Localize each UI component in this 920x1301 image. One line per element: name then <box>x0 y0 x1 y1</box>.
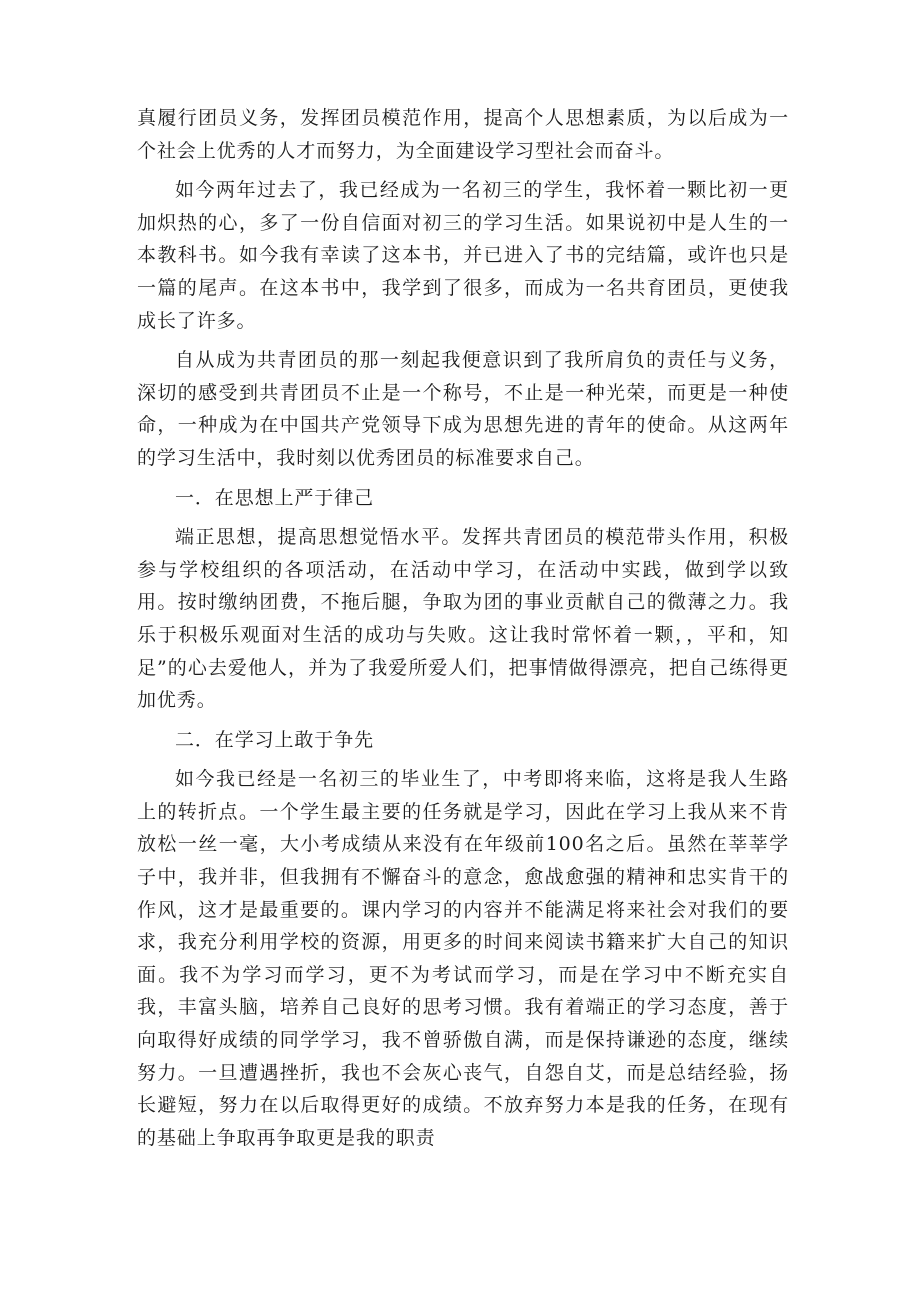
paragraph-study: 如今我已经是一名初三的毕业生了，中考即将来临，这将是我人生路上的转折点。一个学生最主要的任务就是学习，因此在学习上我从来不肯放松一丝一毫，大小考成绩从来没有在年级前100名之后。虽然在莘莘学子中，我并非，但我拥有不懈奋斗的意念，愈战愈强的精神和忠实肯干的作风，这才是最重要的。课内学习的内容并不能满足将来社会对我们的要求，我充分利用学校的资源，用更多的时间来阅读书籍来扩大自己的知识面。我不为学习而学习，更不为考试而学习，而是在学习中不断充实自我，丰富头脑，培养自己良好的思考习惯。我有着端正的学习态度，善于向取得好成绩的同学学习，我不曾骄傲自满，而是保持谦逊的态度，继续努力。一旦遭遇挫折，我也不会灰心丧气，自怨自艾，而是总结经验，扬长避短，努力在以后取得更好的成绩。不放弃努力本是我的任务，在现有的基础上争取再争取更是我的职责 <box>137 768 789 1149</box>
section-heading-study: 二．在学习上敢于争先 <box>175 728 375 751</box>
paragraph-thought: 端正思想，提高思想觉悟水平。发挥共青团员的模范带头作用，积极参与学校组织的各项活动，在活动中学习，在活动中实践，做到学以致用。按时缴纳团费，不拖后腿，争取为团的事业贡献自己的微薄之力。我乐于积极乐观面对生活的成功与失败。这让我时常怀着一颗，，平和，知足”的心去爱他人，并为了我爱所爱人们，把事情做得漂亮，把自己练得更加优秀。 <box>137 526 789 712</box>
paragraph-responsibility: 自从成为共青团员的那一刻起我便意识到了我所肩负的责任与义务，深切的感受到共青团员不止是一个称号，不止是一种光荣，而更是一种使命，一种成为在中国共产党领导下成为思想先进的青年的使命。从这两年的学习生活中，我时刻以优秀团员的标准要求自己。 <box>137 349 789 469</box>
section-heading-thought: 一．在思想上严于律己 <box>175 486 375 509</box>
paragraph-continued: 真履行团员义务，发挥团员模范作用，提高个人思想素质，为以后成为一个社会上优秀的人才而努力，为全面建设学习型社会而奋斗。 <box>137 107 789 162</box>
paragraph-two-years: 如今两年过去了，我已经成为一名初三的学生，我怀着一颗比初一更加炽热的心，多了一份自信面对初三的学习生活。如果说初中是人生的一本教科书。如今我有幸读了这本书，并已进入了书的完结篇，或许也只是一篇的尾声。在这本书中，我学到了很多，而成为一名共育团员，更使我成长了许多。 <box>137 179 789 332</box>
document-body <box>137 102 789 1161</box>
